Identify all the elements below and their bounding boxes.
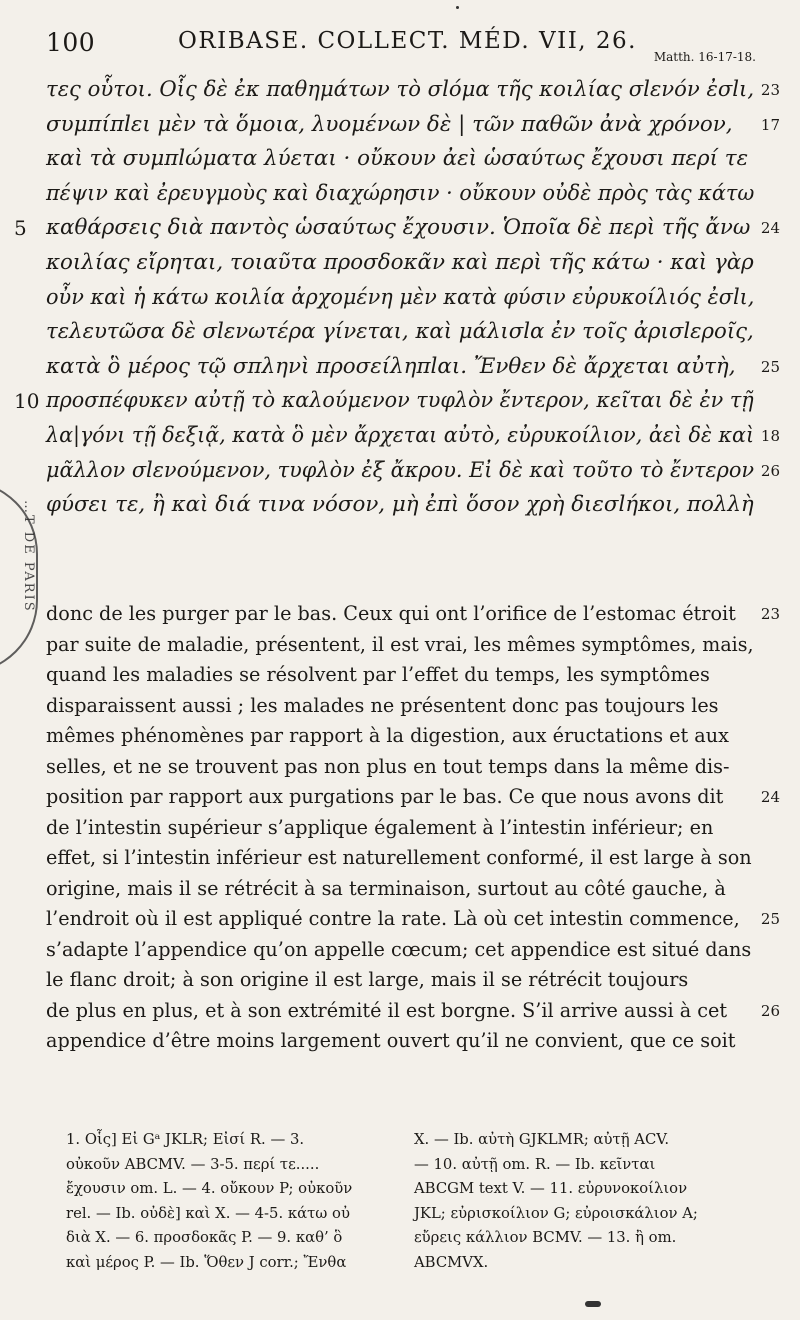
line-text: de l’intestin supérieur s’applique également à l’intestin inférieur; en: [46, 815, 714, 839]
apparatus-note-line: ABCGM text V. — 11. εὐρυνοκοίλιον: [414, 1180, 688, 1197]
line-text: πέψιν καὶ ἐρευγμοὺς καὶ διαχώρησιν · οὔκουν οὐδὲ πρὸς τὰς κάτω: [46, 180, 755, 206]
french-line: [0, 782, 800, 812]
line-text: καὶ τὰ συμπlώματα λύεται · οὔκουν ἀεὶ ὡσαύτως ἔχουσι περί τε: [46, 146, 749, 172]
line-text: appendice d’être moins largement ouvert qu’il ne convient, que ce soit: [46, 1029, 736, 1052]
apparatus-note-line: καὶ μέρος P. — Ib. Ὅθεν J corr.; Ἔνθα: [66, 1253, 347, 1271]
apparatus-note-line: οὐκοῦν ABCMV. — 3-5. περί τε.....: [66, 1155, 320, 1173]
line-number: 10: [14, 389, 40, 414]
line-text: λα|γόνι τῇ δεξιᾷ, κατὰ ὃ μὲν ἄρχεται αὐτὸ, εὐρυκοίλιον, ἀεὶ δὲ καὶ: [46, 423, 755, 448]
line-text: μᾶλλον σlενούμενον, τυφλὸν ἐξ ἄκρου. Εἰ δὲ καὶ τοῦτο τὸ ἔντερον: [46, 457, 755, 483]
line-text: l’endroit où il est appliqué contre la rate. Là où cet intestin commence,: [46, 907, 740, 930]
page-number: 100: [46, 28, 96, 57]
greek-line: [0, 421, 800, 451]
french-line: [0, 935, 800, 965]
margin-section-number: 25: [760, 910, 780, 928]
ink-dot: [456, 6, 459, 9]
french-line: [0, 599, 800, 629]
margin-section-number: 26: [760, 1001, 780, 1020]
margin-section-number: 24: [760, 219, 780, 238]
french-line: [0, 752, 800, 782]
greek-line: [0, 75, 800, 105]
line-text: προσπέφυκεν αὐτῇ τὸ καλούμενον τυφλὸν ἔντερον, κεῖται δὲ ἐν τῇ: [46, 388, 754, 414]
greek-line: [0, 352, 800, 382]
line-text: selles, et ne se trouvent pas non plus en tout temps dans la même dis-: [46, 754, 730, 778]
manuscript-reference: Matth. 16-17-18.: [653, 50, 756, 64]
line-text: οὖν καὶ ἡ κάτω κοιλία ἀρχομένη μὲν κατὰ φύσιν εὐρυκοίλιός ἐσlι,: [46, 284, 755, 310]
line-text: donc de les purger par le bas. Ceux qui ont l’orifice de l’estomac étroit: [46, 602, 736, 625]
margin-section-number: 18: [760, 427, 780, 445]
greek-line: [0, 248, 800, 278]
line-text: κατὰ ὃ μέρος τῷ σπληνὶ προσείληπlαι. Ἔνθεν δὲ ἄρχεται αὐτὴ,: [46, 353, 736, 379]
french-line: [0, 630, 800, 660]
greek-line: [0, 179, 800, 209]
page-header: [46, 28, 756, 64]
apparatus-note-line: εὔρεις κάλλιον BCMV. — 13. ἢ om.: [414, 1229, 677, 1246]
line-text: effet, si l’intestin inférieur est naturellement conformé, il est large à son: [46, 846, 752, 869]
greek-line: [0, 490, 800, 520]
line-text: position par rapport aux purgations par le bas. Ce que nous avons dit: [46, 785, 724, 808]
line-text: κοιλίας εἴρηται, τοιαῦτα προσδοκᾶν καὶ περὶ τῆς κάτω · καὶ γὰρ: [46, 250, 754, 275]
french-line: [0, 813, 800, 843]
line-text: disparaissent aussi ; les malades ne présentent donc pas toujours les: [46, 693, 719, 717]
french-line: [0, 965, 800, 995]
greek-line: [0, 110, 800, 140]
french-line: [0, 660, 800, 690]
margin-section-number: 23: [760, 605, 780, 623]
margin-section-number: 23: [760, 81, 780, 99]
line-number: 5: [14, 216, 27, 241]
line-text: par suite de maladie, présentent, il est vrai, les mêmes symptômes, mais,: [46, 632, 754, 656]
apparatus-note-line: — 10. αὐτῇ om. R. — Ib. κεῖνται: [414, 1155, 656, 1173]
french-line: [0, 904, 800, 934]
french-line: [0, 721, 800, 751]
line-text: συμπίπlει μὲν τὰ ὅμοια, λυομένων δὲ | τῶν παθῶν ἀνὰ χρόνον,: [46, 111, 733, 137]
line-text: καθάρσεις διὰ παντὸς ὡσαύτως ἔχουσιν. Ὁποῖα δὲ περὶ τῆς ἄνω: [46, 215, 751, 241]
french-line: [0, 996, 800, 1026]
running-title: ORIBASE. COLLECT. MÉD. VII, 26.: [178, 28, 637, 54]
apparatus-note-line: ἔχουσιν om. L. — 4. οὔκουν P; οὐκοῦν: [66, 1180, 353, 1197]
apparatus-note-line: 1. Οἷς] Εἰ Gᵃ JKLR; Εἰσί R. — 3.: [66, 1131, 305, 1148]
french-line: [0, 691, 800, 721]
greek-line: [0, 213, 800, 243]
greek-line: [0, 144, 800, 174]
line-text: origine, mais il se rétrécit à sa terminaison, surtout au côté gauche, à: [46, 876, 726, 900]
margin-section-number: 24: [760, 788, 780, 806]
line-text: s’adapte l’appendice qu’on appelle cœcum; cet appendice est situé dans: [46, 937, 752, 961]
margin-section-number: 17: [760, 115, 780, 134]
line-text: τελευτῶσα δὲ σlενωτέρα γίνεται, καὶ μάλισlα ἐν τοῖς ἀρισlεροῖς,: [46, 319, 754, 345]
line-text: φύσει τε, ἢ καὶ διά τινα νόσον, μὴ ἐπὶ ὅσον χρὴ διεσlήκοι, πολλὴ: [46, 492, 754, 518]
margin-section-number: 25: [760, 357, 780, 376]
line-text: de plus en plus, et à son extrémité il est borgne. S’il arrive aussi à cet: [46, 998, 728, 1022]
line-text: le flanc droit; à son origine il est large, mais il se rétrécit toujours: [46, 968, 689, 991]
apparatus-note-line: JKL; εὐρισκοίλιον G; εὐροισκάλιον A;: [414, 1204, 698, 1222]
margin-section-number: 26: [760, 461, 780, 480]
library-stamp-text: …T DE PARIS: [21, 500, 36, 613]
greek-line: [0, 456, 800, 486]
french-line: [0, 874, 800, 904]
ink-mark: [585, 1301, 601, 1307]
greek-line: [0, 386, 800, 416]
line-text: quand les maladies se résolvent par l’effet du temps, les symptômes: [46, 663, 710, 686]
french-line: [0, 1026, 800, 1056]
apparatus-note-line: διὰ X. — 6. προσδοκᾶς P. — 9. καθ’ ὃ: [66, 1229, 343, 1246]
line-text: τες οὗτοι. Οἷς δὲ ἐκ παθημάτων τὸ σlόμα τῆς κοιλίας σlενόν ἐσlι,: [46, 77, 755, 102]
french-line: [0, 843, 800, 873]
apparatus-note-line: X. — Ib. αὐτὴ GJKLMR; αὐτῇ ACV.: [414, 1131, 670, 1148]
apparatus-note-line: ABCMVX.: [414, 1253, 489, 1271]
greek-line: [0, 317, 800, 347]
greek-line: [0, 283, 800, 313]
line-text: mêmes phénomènes par rapport à la digestion, aux éructations et aux: [46, 724, 729, 747]
apparatus-note-line: rel. — Ib. οὐδὲ] καὶ X. — 4-5. κάτω οὐ: [66, 1204, 350, 1222]
